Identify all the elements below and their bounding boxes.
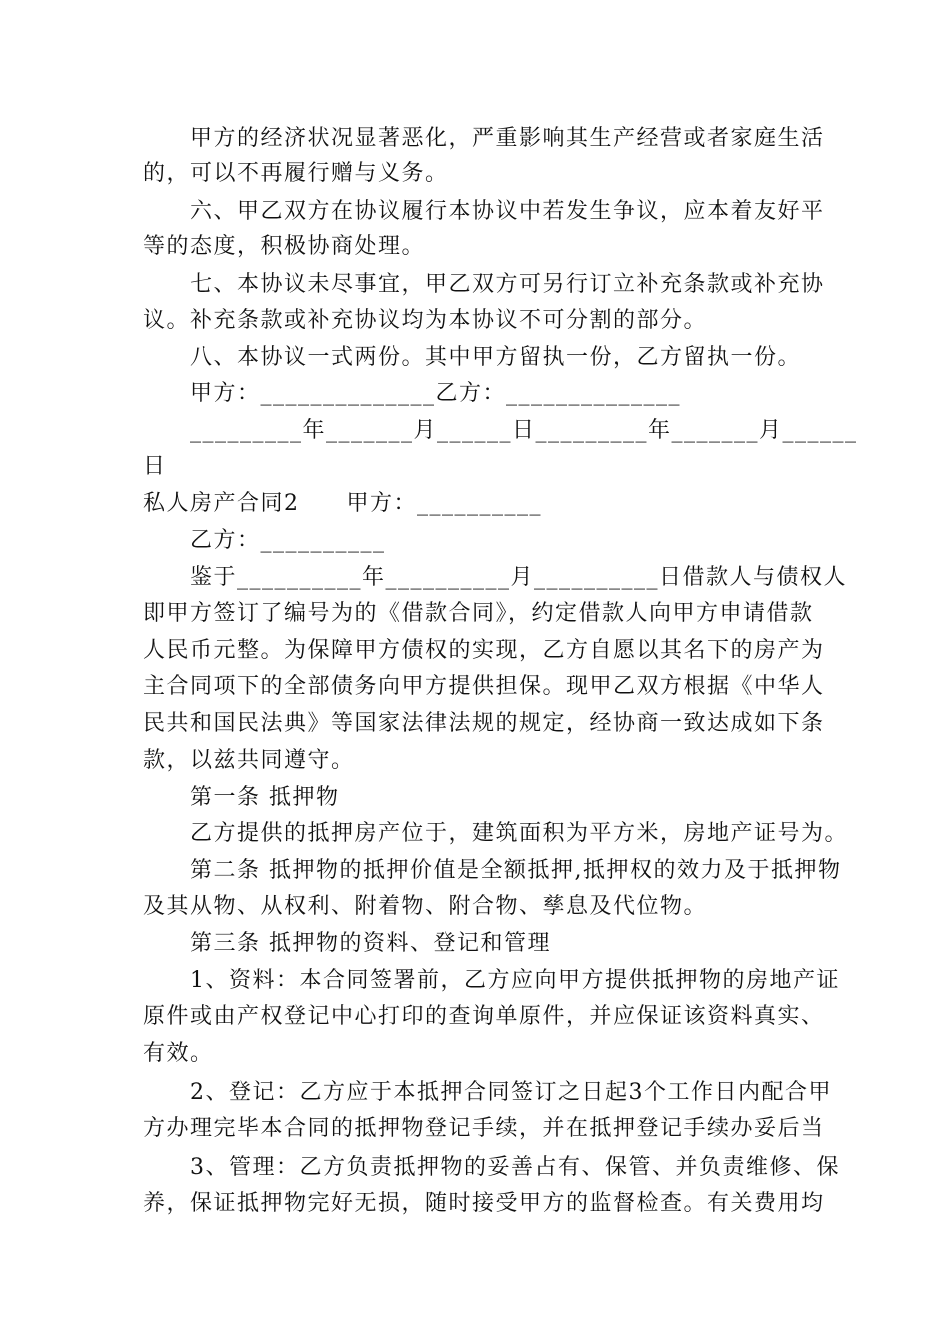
date-line: _________年_______月______日_________年_______月______ <box>190 418 858 443</box>
text-line: 原件或由产权登记中心打印的查询单原件，并应保证该资料真实、 <box>143 1004 825 1029</box>
text-line: 及其从物、从权利、附着物、附合物、孳息及代位物。 <box>143 894 708 919</box>
text-line: 3、管理：乙方负责抵押物的妥善占有、保管、并负责维修、保 <box>190 1155 840 1180</box>
text-line: 养，保证抵押物完好无损，随时接受甲方的监督检查。有关费用均 <box>143 1191 825 1216</box>
signature-line: 甲方：______________乙方：______________ <box>190 381 682 406</box>
text-line: 甲方的经济状况显著恶化，严重影响其生产经营或者家庭生活 <box>190 126 825 151</box>
text-line: 日 <box>143 454 167 479</box>
text-line: 乙方提供的抵押房产位于，建筑面积为平方米，房地产证号为。 <box>190 821 849 846</box>
article-heading: 第二条 抵押物的抵押价值是全额抵押,抵押权的效力及于抵押物 <box>190 858 842 883</box>
contract-title-line: 私人房产合同2 甲方：__________ <box>143 491 542 516</box>
text-line: 议。补充条款或补充协议均为本协议不可分割的部分。 <box>143 308 708 333</box>
article-heading: 第三条 抵押物的资料、登记和管理 <box>190 931 551 956</box>
text-line: 七、本协议未尽事宜，甲乙双方可另行订立补充条款或补充协 <box>190 272 825 297</box>
text-line: 方办理完毕本合同的抵押物登记手续，并在抵押登记手续办妥后当 <box>143 1116 825 1141</box>
party-b-line: 乙方：__________ <box>190 528 386 553</box>
text-line: 民共和国民法典》等国家法律法规的规定，经协商一致达成如下条 <box>143 711 825 736</box>
text-line: 有效。 <box>143 1041 214 1066</box>
text-line: 1、资料：本合同签署前，乙方应向甲方提供抵押物的房地产证 <box>190 968 840 993</box>
text-line: 人民币元整。为保障甲方债权的实现，乙方自愿以其名下的房产为 <box>143 638 825 663</box>
text-line: 的，可以不再履行赠与义务。 <box>143 161 449 186</box>
text-line: 鉴于__________年__________月__________日借款人与债权人 <box>190 565 848 590</box>
text-line: 主合同项下的全部债务向甲方提供担保。现甲乙双方根据《中华人 <box>143 674 825 699</box>
text-line: 等的态度，积极协商处理。 <box>143 234 426 259</box>
text-line: 六、甲乙双方在协议履行本协议中若发生争议，应本着友好平 <box>190 199 825 224</box>
article-heading: 第一条 抵押物 <box>190 785 340 810</box>
text-line: 2、登记：乙方应于本抵押合同签订之日起3个工作日内配合甲 <box>190 1080 832 1105</box>
text-line: 即甲方签订了编号为的《借款合同》，约定借款人向甲方申请借款 <box>143 601 814 626</box>
text-line: 八、本协议一式两份。其中甲方留执一份，乙方留执一份。 <box>190 345 802 370</box>
text-line: 款，以兹共同遵守。 <box>143 748 355 773</box>
